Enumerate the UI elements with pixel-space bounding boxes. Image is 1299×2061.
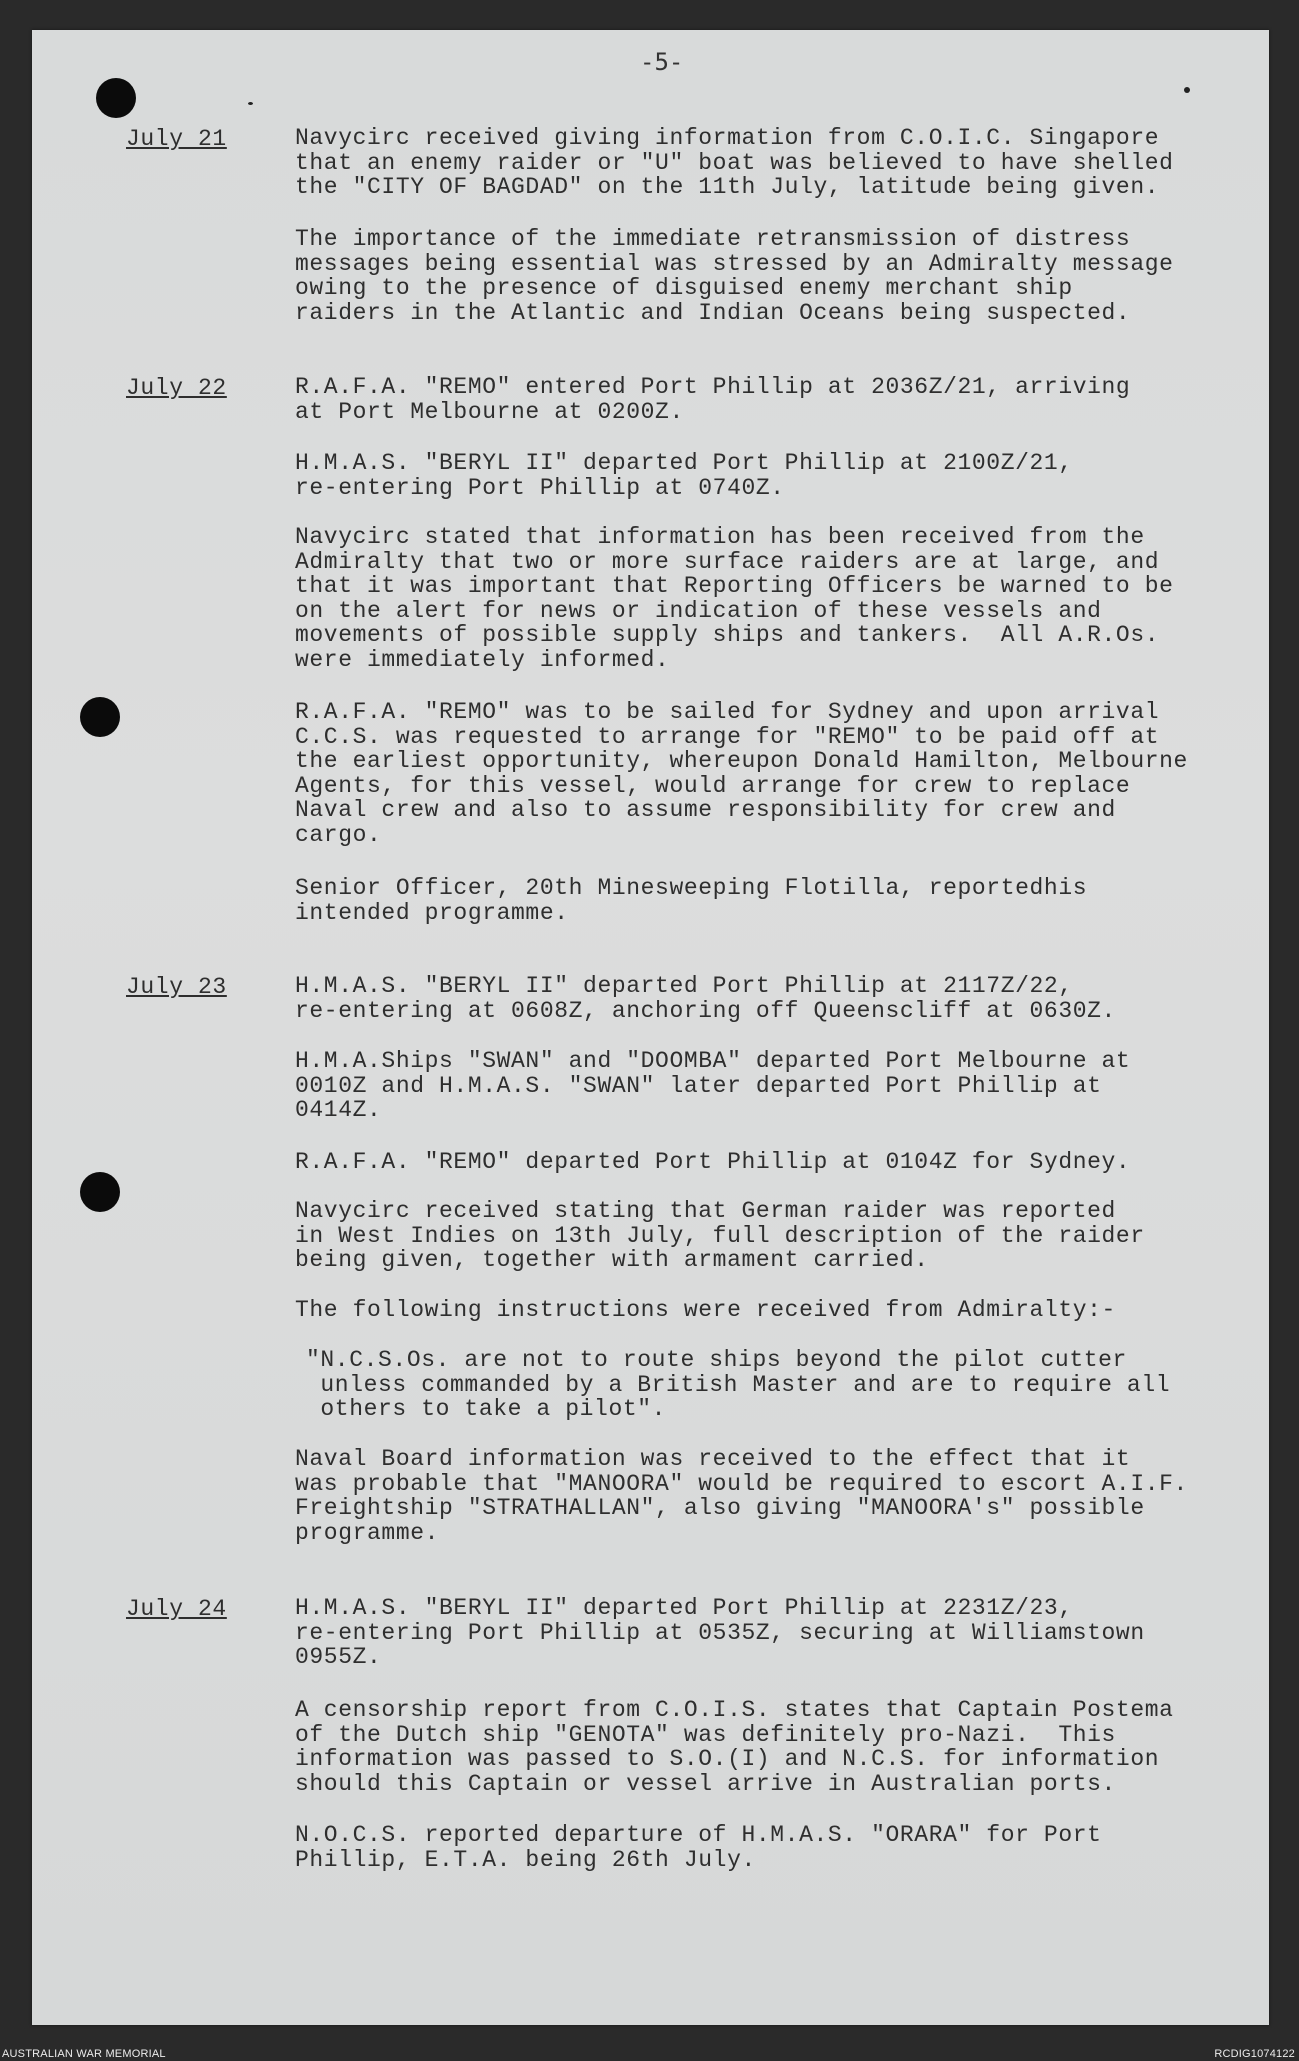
entry-paragraph: R.A.F.A. "REMO" was to be sailed for Sydney and upon arrival C.C.S. was requested to arrange for "REMO" to be paid off at the earliest opportunity, whereupon Donald Hamilton, Melbourne Agents, for this vessel, would arrange for crew to replace Naval crew and also to assume responsibility for crew and cargo. [295, 699, 1188, 848]
entry-paragraph: Naval Board information was received to the effect that it was probable that "MANOORA" would be required to escort A.I.F. Freightship "STRATHALLAN", also giving "MANOORA's" possible programme. [295, 1446, 1188, 1546]
footer-institution: AUSTRALIAN WAR MEMORIAL [2, 2048, 166, 2060]
footer-record-id: RCDIG1074122 [1214, 2048, 1295, 2060]
entry-paragraph: H.M.A.S. "BERYL II" departed Port Phillip at 2117Z/22, re-entering at 0608Z, anchoring off Queenscliff at 0630Z. [295, 973, 1116, 1024]
entry-paragraph: The importance of the immediate retransmission of distress messages being essential was stressed by an Admiralty message owing to the presence of disguised enemy merchant ship raiders in the Atlantic and Indian Oceans being suspected. [295, 226, 1174, 326]
entry-paragraph: The following instructions were received from Admiralty:- [295, 1297, 1116, 1323]
entry-date: July 23 [126, 974, 227, 1000]
entry-paragraph: H.M.A.S. "BERYL II" departed Port Phillip at 2231Z/23, re-entering Port Phillip at 0535Z, securing at Williamstown 0955Z. [295, 1595, 1145, 1670]
ink-speck-icon [248, 102, 253, 105]
entry-paragraph: H.M.A.S. "BERYL II" departed Port Phillip at 2100Z/21, re-entering Port Phillip at 0740Z. [295, 450, 1073, 501]
entry-paragraph: Navycirc stated that information has been received from the Admiralty that two or more surface raiders are at large, and that it was important that Reporting Officers be warned to be on the alert for news or indication of these vessels and movements of possible supply ships and tankers. All A.R.Os. were immediately informed. [295, 524, 1174, 673]
entry-paragraph: R.A.F.A. "REMO" departed Port Phillip at 0104Z for Sydney. [295, 1149, 1131, 1175]
punch-hole-icon [80, 1172, 120, 1212]
entry-date: July 21 [126, 126, 227, 152]
entry-paragraph: Navycirc received stating that German raider was reported in West Indies on 13th July, full description of the raider being given, together with armament carried. [295, 1198, 1145, 1273]
entry-paragraph: N.O.C.S. reported departure of H.M.A.S. "ORARA" for Port Phillip, E.T.A. being 26th July. [295, 1822, 1102, 1873]
punch-hole-icon [96, 78, 136, 118]
entry-paragraph: A censorship report from C.O.I.S. states that Captain Postema of the Dutch ship "GENOTA" was definitely pro-Nazi. This information was passed to S.O.(I) and N.C.S. for information should this Captain or vessel arrive in Australian ports. [295, 1697, 1174, 1797]
entry-date: July 24 [126, 1596, 227, 1622]
punch-hole-icon [80, 697, 120, 737]
entry-paragraph: Navycirc received giving information from C.O.I.C. Singapore that an enemy raider or "U" boat was believed to have shelled the "CITY OF BAGDAD" on the 11th July, latitude being given. [295, 125, 1174, 200]
entry-paragraph: Senior Officer, 20th Minesweeping Flotilla, reportedhis intended programme. [295, 875, 1088, 926]
entry-paragraph: R.A.F.A. "REMO" entered Port Phillip at 2036Z/21, arriving at Port Melbourne at 0200Z. [295, 374, 1131, 425]
ink-speck-icon [1184, 87, 1190, 93]
page-number: -5- [640, 48, 684, 76]
entry-paragraph: H.M.A.Ships "SWAN" and "DOOMBA" departed Port Melbourne at 0010Z and H.M.A.S. "SWAN" later departed Port Phillip at 0414Z. [295, 1048, 1131, 1123]
entry-quote: "N.C.S.Os. are not to route ships beyond the pilot cutter unless commanded by a British Master and are to require all others to take a pilot". [306, 1347, 1171, 1422]
entry-date: July 22 [126, 375, 227, 401]
